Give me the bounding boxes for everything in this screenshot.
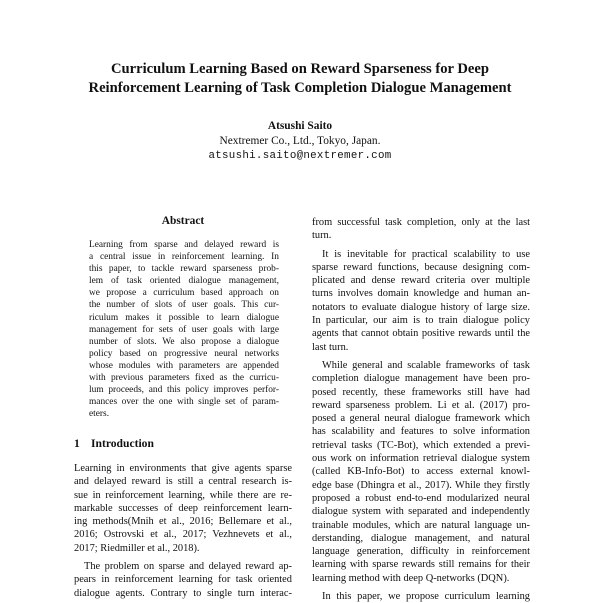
text-line: reward sparseness problem. Li et al. (2017) pro- bbox=[312, 399, 530, 411]
abstract-heading: Abstract bbox=[161, 215, 205, 227]
text-line: (called KB-Info-Bot) to access external knowl- bbox=[312, 466, 530, 478]
paragraph bbox=[74, 462, 292, 555]
title-line-2: Reinforcement Learning of Task Completion Dialogue Management bbox=[88, 80, 512, 96]
paragraph bbox=[74, 560, 292, 600]
text-line: notators to evaluate dialogue history of large size. bbox=[312, 301, 530, 313]
abstract-line: mances over the one with single set of param- bbox=[89, 397, 279, 408]
section-title: Introduction bbox=[91, 437, 154, 450]
text-line: The problem on sparse and delayed reward ap- bbox=[84, 561, 292, 573]
abstract-line: lum proceeds, and this policy improves perfor- bbox=[89, 385, 279, 396]
text-line: markable successes of deep reinforcement learn- bbox=[74, 502, 292, 514]
title-line-1: Curriculum Learning Based on Reward Sparseness for Deep bbox=[111, 61, 489, 77]
section-number: 1 bbox=[74, 437, 80, 450]
text-line: learning method with deep Q-networks (DQN). bbox=[312, 572, 510, 584]
author-email: atsushi.saito@nextremer.com bbox=[208, 150, 392, 162]
text-line: and delayed reward is still a central research is- bbox=[74, 476, 292, 488]
text-line: learning with sparse rewards still remains for their bbox=[312, 559, 530, 571]
abstract-line: this paper, to tackle reward sparseness prob- bbox=[89, 264, 279, 275]
text-line: 2017; Riedmiller et al., 2018). bbox=[74, 542, 200, 554]
abstract-line: riculum makes it possible to learn dialogue bbox=[89, 312, 279, 323]
text-line: agents that cannot obtain positive rewards until the bbox=[312, 328, 530, 340]
text-line: pears in reinforcement learning for task oriented bbox=[74, 574, 292, 586]
text-line: dialogue system with separated and independently bbox=[312, 506, 530, 518]
text-line: language generation, difficulty in reinforcement bbox=[312, 546, 530, 558]
text-line: retrieval tasks (TC-Bot), which extended a previ- bbox=[312, 439, 530, 451]
paragraph bbox=[312, 216, 530, 243]
text-line: posed a general neural dialogue framework which bbox=[312, 413, 530, 425]
abstract-line: with previous parameters fixed as the curricu- bbox=[89, 373, 279, 384]
right-column-body bbox=[312, 216, 530, 603]
text-line: ous work on information retrieval dialogue system bbox=[312, 453, 530, 465]
text-line: turns involves domain knowledge and human an- bbox=[312, 288, 530, 300]
section-heading-introduction bbox=[74, 437, 292, 451]
text-line: ing methods(Mnih et al., 2016; Bellemare et al., bbox=[74, 516, 292, 528]
author-name: Atsushi Saito bbox=[267, 120, 333, 132]
paragraph bbox=[312, 359, 530, 585]
text-line: It is inevitable for practical scalability to use bbox=[322, 248, 530, 260]
text-line: plicated and dense reward criteria over multiple bbox=[312, 275, 530, 287]
abstract-line: Learning from sparse and delayed reward is bbox=[89, 240, 279, 250]
text-line: In particular, our aim is to train dialogue policy bbox=[312, 315, 530, 327]
abstract-text bbox=[89, 239, 279, 420]
paragraph bbox=[312, 248, 530, 354]
paper-title bbox=[40, 60, 560, 98]
text-line: 2016; Ostrovski et al., 2017; Vezhnevets et al., bbox=[74, 529, 292, 541]
abstract-line: whose modules with parameters are appended bbox=[89, 360, 279, 371]
text-line: has scalability and features to solve information bbox=[312, 426, 530, 438]
text-line: Learning in environments that give agents sparse bbox=[74, 463, 292, 474]
text-line: completion dialogue management have been pro- bbox=[312, 373, 530, 385]
author-block bbox=[100, 119, 500, 164]
author-affiliation: Nextremer Co., Ltd., Tokyo, Japan. bbox=[219, 135, 381, 147]
abstract-line: lem of task oriented dialogue management, bbox=[89, 276, 279, 287]
abstract-line: we propose a curriculum based approach on bbox=[89, 288, 279, 299]
text-line: from successful task completion, only at the last bbox=[312, 217, 530, 228]
introduction-body bbox=[74, 462, 292, 600]
text-line: While general and scalable frameworks of task bbox=[322, 359, 530, 371]
abstract-line: a central issue in reinforcement learning. In bbox=[89, 252, 279, 263]
text-line: edge base (Dhingra et al., 2017). While they firstly bbox=[312, 479, 530, 491]
text-line: posed recently, these frameworks still have had bbox=[312, 386, 530, 398]
text-line: sparse reward functions, because designing com- bbox=[312, 261, 530, 273]
abstract-line: management for sets of user goals with large bbox=[89, 324, 279, 335]
text-line: last turn. bbox=[312, 341, 349, 353]
abstract-line: eters. bbox=[89, 409, 110, 420]
text-line: turn. bbox=[312, 230, 332, 242]
text-line: proposed a robust end-to-end modularized neural bbox=[312, 492, 530, 504]
text-line: derstanding, dialogue management, and natural bbox=[312, 532, 530, 544]
text-line: dialogue agents. Contrary to single turn interac- bbox=[74, 587, 292, 599]
text-line: sue in reinforcement learning, while there are re- bbox=[74, 489, 292, 501]
abstract-line: policy based on progressive neural networks bbox=[89, 348, 279, 359]
text-line: trainable modules, which are natural language un- bbox=[312, 519, 530, 531]
paragraph bbox=[312, 590, 530, 603]
abstract-line: the number of slots of user goals. This cur- bbox=[89, 300, 279, 311]
abstract-line: number of slots. We also propose a dialogue bbox=[89, 336, 279, 347]
text-line: In this paper, we propose curriculum learning bbox=[322, 591, 530, 603]
